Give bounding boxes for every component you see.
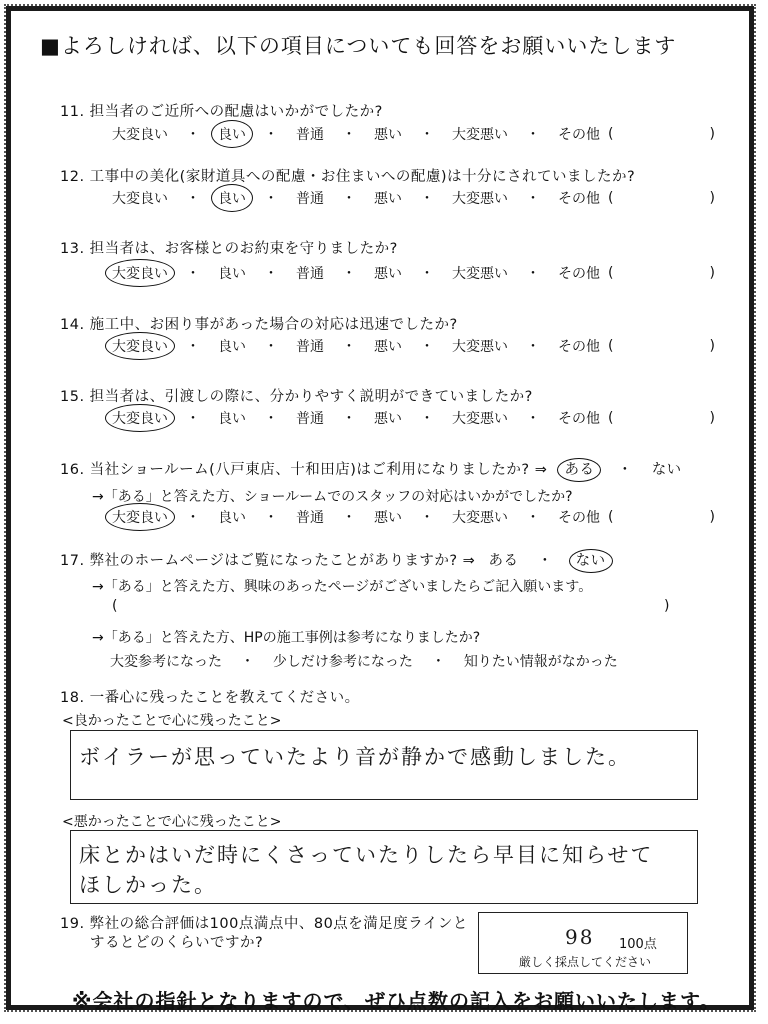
q11-option-4[interactable]: 大変悪い xyxy=(452,127,508,143)
separator: ・ xyxy=(526,191,540,207)
q12-option-4[interactable]: 大変悪い xyxy=(452,191,508,207)
q16-option-1[interactable]: 良い xyxy=(218,510,246,526)
q15-option-5[interactable]: その他 xyxy=(558,411,600,427)
q12-option-1[interactable]: 良い xyxy=(214,188,250,208)
q12-text: 12. 工事中の美化(家財道具への配慮・お住まいへの配慮)は十分にされていましたか? xyxy=(60,169,636,185)
q16-no[interactable]: ない xyxy=(651,462,682,478)
separator: ・ xyxy=(342,266,356,282)
q14-other-open-paren: ( xyxy=(608,338,614,354)
q18-bad-answer-1: 床とかはいだ時にくさっていたりしたら早目に知らせて xyxy=(79,843,654,867)
separator: ・ xyxy=(264,191,278,207)
separator: ・ xyxy=(186,191,200,207)
q19-text-1: 19. 弊社の総合評価は100点満点中、80点を満足度ラインと xyxy=(60,916,468,932)
q16-other-close-paren: ) xyxy=(709,509,715,525)
q19-score-max: 100点 xyxy=(619,937,657,952)
q19-score-box[interactable] xyxy=(478,912,688,974)
q16-option-2[interactable]: 普通 xyxy=(296,510,324,526)
q17-no[interactable]: ない xyxy=(572,553,610,569)
separator: ・ xyxy=(264,339,278,355)
q18-text: 18. 一番心に残ったことを教えてください。 xyxy=(60,690,360,706)
separator: ・ xyxy=(526,266,540,282)
separator: ・ xyxy=(186,510,200,526)
q19-note: 厳しく採点してください xyxy=(519,955,652,969)
q18-good-answer: ボイラーが思っていたより音が静かで感動しました。 xyxy=(79,745,631,769)
separator: ・ xyxy=(186,339,200,355)
q12-option-0[interactable]: 大変良い xyxy=(112,191,168,207)
q11-option-3[interactable]: 悪い xyxy=(374,127,402,143)
q11-option-1[interactable]: 良い xyxy=(214,124,250,144)
q12-option-2[interactable]: 普通 xyxy=(296,191,324,207)
q14-option-4[interactable]: 大変悪い xyxy=(452,339,508,355)
q15-options xyxy=(108,408,715,428)
separator: ・ xyxy=(342,127,356,143)
q17-sub2: →「ある」と答えた方、HPの施工事例は参考になりましたか? xyxy=(92,630,481,646)
q16-option-3[interactable]: 悪い xyxy=(374,510,402,526)
separator: ・ xyxy=(526,510,540,526)
q14-option-2[interactable]: 普通 xyxy=(296,339,324,355)
page-footer: ※会社の指針となりますので、ぜひ点数の記入をお願いいたします。 xyxy=(72,989,721,1013)
q16-option-4[interactable]: 大変悪い xyxy=(452,510,508,526)
q15-other-close-paren: ) xyxy=(709,410,715,426)
separator: ・ xyxy=(420,339,434,355)
q13-text: 13. 担当者は、お客様とのお約束を守りましたか? xyxy=(60,241,398,257)
q18-good-box[interactable] xyxy=(70,730,698,800)
q12-options xyxy=(108,188,715,208)
page-header: ■よろしければ、以下の項目についても回答をお願いいたします xyxy=(40,34,677,58)
q16-text: 16. 当社ショールーム(八戸東店、十和田店)はご利用になりましたか? ⇒ ある ・ ない xyxy=(60,462,682,478)
q16-yes[interactable]: ある xyxy=(560,462,598,478)
q14-options xyxy=(108,336,715,356)
q11-option-0[interactable]: 大変良い xyxy=(112,127,168,143)
q12-option-3[interactable]: 悪い xyxy=(374,191,402,207)
q15-text: 15. 担当者は、引渡しの際に、分かりやすく説明ができていましたか? xyxy=(60,389,533,405)
q13-other-close-paren: ) xyxy=(709,265,715,281)
q14-option-5[interactable]: その他 xyxy=(558,339,600,355)
q14-other-close-paren: ) xyxy=(709,338,715,354)
q17-options: 大変参考になった ・ 少しだけ参考になった ・ 知りたい情報がなかった xyxy=(110,654,618,670)
q18-bad-answer-2: ほしかった。 xyxy=(79,873,217,897)
q11-other-open-paren: ( xyxy=(608,126,614,142)
separator: ・ xyxy=(526,339,540,355)
q13-option-4[interactable]: 大変悪い xyxy=(452,266,508,282)
q11-option-2[interactable]: 普通 xyxy=(296,127,324,143)
separator: ・ xyxy=(342,411,356,427)
q16-option-5[interactable]: その他 xyxy=(558,510,600,526)
separator: ・ xyxy=(526,127,540,143)
q16-options xyxy=(108,507,715,527)
q15-option-0[interactable]: 大変良い xyxy=(108,408,172,428)
q13-option-3[interactable]: 悪い xyxy=(374,266,402,282)
separator: ・ xyxy=(342,191,356,207)
q19-text-2: するとどのくらいですか? xyxy=(90,935,264,951)
q16-option-0[interactable]: 大変良い xyxy=(108,507,172,527)
q15-option-4[interactable]: 大変悪い xyxy=(452,411,508,427)
q14-option-3[interactable]: 悪い xyxy=(374,339,402,355)
q11-options xyxy=(108,124,715,144)
separator: ・ xyxy=(342,510,356,526)
separator: ・ xyxy=(264,266,278,282)
q17-close-paren: ) xyxy=(664,598,670,614)
separator: ・ xyxy=(526,411,540,427)
q12-option-5[interactable]: その他 xyxy=(558,191,600,207)
q19-score: 98 xyxy=(565,925,595,949)
separator: ・ xyxy=(186,127,200,143)
q13-option-1[interactable]: 良い xyxy=(218,266,246,282)
q16-other-open-paren: ( xyxy=(608,509,614,525)
q13-option-2[interactable]: 普通 xyxy=(296,266,324,282)
q12-other-open-paren: ( xyxy=(608,190,614,206)
q13-option-5[interactable]: その他 xyxy=(558,266,600,282)
q17-open-paren: ( xyxy=(112,598,118,614)
q17-sub1: →「ある」と答えた方、興味のあったページがございましたらご記入願います。 xyxy=(92,579,593,595)
q11-text: 11. 担当者のご近所への配慮はいかがでしたか? xyxy=(60,104,383,120)
separator: ・ xyxy=(264,411,278,427)
separator: ・ xyxy=(420,411,434,427)
q13-other-open-paren: ( xyxy=(608,265,614,281)
q18-good-label: <良かったことで心に残ったこと> xyxy=(62,713,282,729)
q17-opt-1[interactable]: 少しだけ参考になった xyxy=(272,654,413,670)
q16-sub: →「ある」と答えた方、ショールームでのスタッフの対応はいかがでしたか? xyxy=(92,489,573,505)
separator: ・ xyxy=(420,510,434,526)
q15-option-2[interactable]: 普通 xyxy=(296,411,324,427)
separator: ・ xyxy=(420,266,434,282)
q12-other-close-paren: ) xyxy=(709,190,715,206)
separator: ・ xyxy=(420,127,434,143)
separator: ・ xyxy=(264,127,278,143)
q14-text: 14. 施工中、お困り事があった場合の対応は迅速でしたか? xyxy=(60,317,458,333)
q14-option-1[interactable]: 良い xyxy=(218,339,246,355)
q17-yes[interactable]: ある xyxy=(488,553,519,569)
q15-other-open-paren: ( xyxy=(608,410,614,426)
q13-option-0[interactable]: 大変良い xyxy=(108,263,172,283)
separator: ・ xyxy=(420,191,434,207)
q11-option-5[interactable]: その他 xyxy=(558,127,600,143)
q17-opt-2[interactable]: 知りたい情報がなかった xyxy=(463,654,618,670)
q18-bad-box[interactable] xyxy=(70,830,698,904)
q14-option-0[interactable]: 大変良い xyxy=(108,336,172,356)
q17-opt-0[interactable]: 大変参考になった xyxy=(110,654,222,670)
q15-option-1[interactable]: 良い xyxy=(218,411,246,427)
separator: ・ xyxy=(342,339,356,355)
q13-options xyxy=(108,263,715,283)
q17-text: 17. 弊社のホームページはご覧になったことがありますか? ⇒ ある ・ ない xyxy=(60,549,610,570)
separator: ・ xyxy=(186,411,200,427)
q18-bad-label: <悪かったことで心に残ったこと> xyxy=(62,814,282,830)
q11-other-close-paren: ) xyxy=(709,126,715,142)
q15-option-3[interactable]: 悪い xyxy=(374,411,402,427)
separator: ・ xyxy=(186,266,200,282)
separator: ・ xyxy=(264,510,278,526)
